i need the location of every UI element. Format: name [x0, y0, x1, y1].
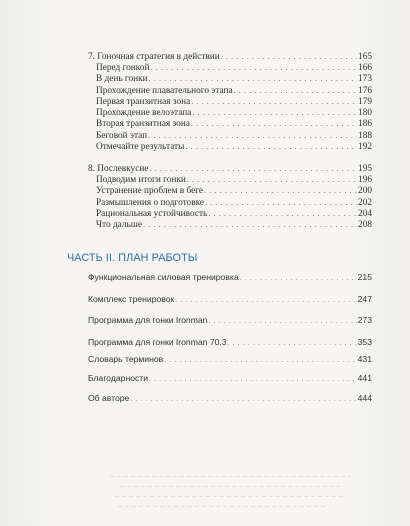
toc-entry-title: Устранение проблем в беге: [96, 186, 204, 197]
show-through-line: [110, 476, 350, 477]
show-through-line: [115, 496, 345, 497]
toc-page-number: 196: [358, 175, 372, 185]
toc-leader-dots: [149, 165, 357, 173]
toc-leader-dots: [185, 143, 357, 151]
part-heading: ЧАСТЬ II. ПЛАН РАБОТЫ: [67, 252, 198, 264]
toc-leader-dots: [149, 376, 357, 383]
toc-leader-dots: [148, 132, 357, 140]
toc-entry-title: Первая транзитная зона: [96, 96, 191, 107]
toc-page-number: 188: [358, 130, 372, 141]
toc-entry-title: Прохождение плавательного этапа: [96, 85, 233, 96]
toc-entry-title: 8. Послевкусие: [88, 164, 149, 174]
toc-entry: [88, 394, 372, 413]
toc-leader-dots: [175, 297, 356, 304]
toc-leader-dots: [234, 87, 357, 95]
toc-entry-title: Комплекс тренировок: [88, 293, 175, 304]
toc-entry: [88, 221, 372, 232]
toc-entry: [88, 295, 372, 317]
toc-page-number: 186: [358, 119, 372, 130]
toc-chapter-8: [88, 165, 372, 232]
toc-page-number: 441: [357, 373, 372, 384]
toc-leader-dots: [164, 357, 356, 364]
toc-page-number: 215: [357, 272, 372, 282]
toc-leader-dots: [221, 53, 357, 61]
toc-entry-title: Подводим итоги гонки: [96, 175, 186, 185]
toc-entry-title: Программа для гонки Ironman: [88, 315, 208, 326]
toc-part-2: [88, 273, 372, 360]
toc-page-number: 431: [357, 354, 372, 364]
toc-page-number: 202: [358, 197, 372, 208]
toc-entry-title: Отмечайте результаты: [96, 142, 185, 153]
toc-leader-dots: [192, 109, 357, 117]
toc-leader-dots: [208, 210, 357, 218]
toc-leader-dots: [150, 64, 357, 72]
toc-leader-dots: [143, 221, 357, 229]
toc-page-number: 353: [357, 337, 372, 348]
toc-leader-dots: [187, 176, 357, 184]
toc-entry: [88, 355, 372, 374]
toc-entry-title: Словарь терминов: [88, 354, 164, 364]
toc-entry: [88, 316, 372, 338]
toc-page-number: 165: [358, 52, 372, 62]
toc-page-number: 166: [358, 63, 372, 73]
toc-entry: [88, 143, 372, 154]
toc-entry-title: Прохождение велоэтапа: [96, 108, 192, 119]
toc-entry: [88, 187, 372, 198]
toc-page-number: 195: [358, 164, 372, 174]
toc-entry-title: Функциональная силовая тренировка: [88, 272, 239, 282]
toc-leader-dots: [208, 318, 356, 325]
toc-page-number: 200: [358, 186, 372, 197]
toc-leader-dots: [149, 75, 357, 83]
toc-entry-title: Размышления о подготовке: [96, 197, 204, 208]
toc-page-number: 247: [357, 293, 372, 304]
toc-page-number: 204: [358, 208, 372, 219]
toc-leader-dots: [205, 199, 357, 207]
toc-leader-dots: [228, 340, 357, 347]
toc-page-number: 180: [358, 108, 372, 119]
toc-page-number: 176: [358, 85, 372, 96]
toc-entry-title: Перед гонкой: [96, 63, 150, 73]
toc-entry: [88, 75, 372, 86]
toc-backmatter: [88, 355, 372, 413]
toc-entry-title: В день гонки: [96, 74, 148, 85]
toc-page-number: 179: [358, 96, 372, 107]
toc-leader-dots: [240, 275, 357, 282]
toc-entry-title: Благодарности: [88, 373, 149, 384]
toc-entry-title: Что дальше: [96, 220, 143, 231]
toc-entry-title: Об авторе: [88, 392, 130, 403]
toc-page-number: 444: [357, 392, 372, 403]
show-through-line: [120, 486, 340, 487]
toc-entry-title: Беговой этап: [96, 130, 148, 141]
toc-page-number: 273: [357, 315, 372, 326]
toc-leader-dots: [204, 187, 357, 195]
show-through-line: [118, 506, 328, 507]
toc-page-number: 173: [358, 74, 372, 85]
toc-entry-title: Вторая транзитная зона: [96, 119, 190, 130]
toc-entry-title: 7. Гоночная стратегия в действии: [88, 52, 220, 62]
toc-entry: [88, 273, 372, 295]
toc-leader-dots: [130, 396, 356, 403]
toc-leader-dots: [191, 98, 357, 106]
toc-chapter-7: [88, 53, 372, 154]
toc-entry: [88, 374, 372, 393]
toc-entry-title: Программа для гонки Ironman 70.3: [88, 337, 227, 348]
toc-page-number: 208: [358, 220, 372, 231]
toc-entry-title: Рациональная устойчивость: [96, 208, 208, 219]
toc-page-number: 192: [358, 142, 372, 153]
toc-leader-dots: [191, 120, 357, 128]
